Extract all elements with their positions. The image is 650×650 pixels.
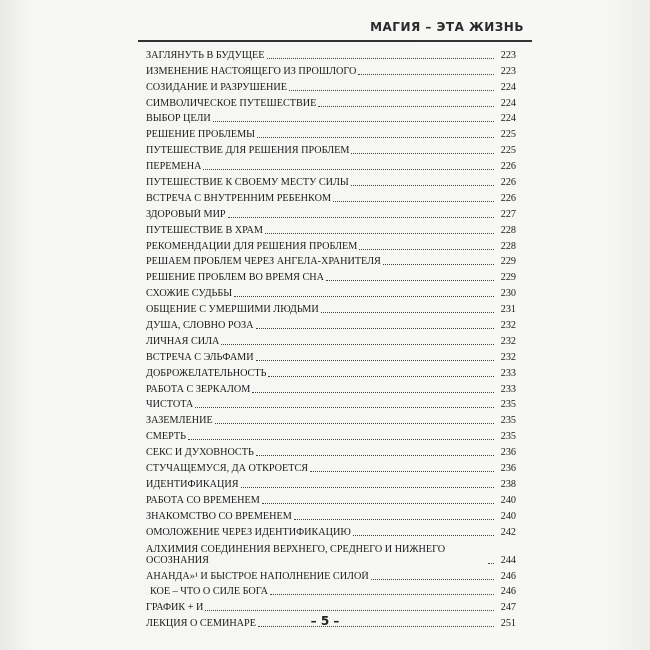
toc-entry [146,124,516,140]
toc-entry-page: 225 [500,129,516,141]
dot-leader [268,376,494,377]
toc-entry [146,331,516,347]
toc-entry-page: 232 [500,335,516,347]
toc-entry-page: 229 [500,256,516,268]
toc-entry-title: ВСТРЕЧА С ВНУТРЕННИМ РЕБЕНКОМ [146,192,331,204]
dot-leader [188,439,494,440]
dot-leader [262,503,494,504]
toc-entry-page: 226 [500,192,516,204]
toc-entry-page: 240 [500,510,516,522]
dot-leader [256,360,494,361]
dot-leader [383,264,494,265]
toc-entry [146,252,516,268]
dot-leader [333,201,494,202]
dot-leader [353,535,494,536]
toc-entry-title: СМЕРТЬ [146,431,186,443]
toc-entry [146,93,516,109]
dot-leader [205,610,494,611]
toc-entry [146,109,516,125]
toc-entry-page: 232 [500,351,516,363]
toc-entry-title: ПУТЕШЕСТВИЕ К СВОЕМУ МЕСТУ СИЛЫ [146,177,349,189]
toc-entry [146,566,516,582]
toc-entry-title: ИДЕНТИФИКАЦИЯ [146,478,239,490]
dot-leader [256,328,495,329]
toc-entry-page: 236 [500,463,516,475]
toc-entry [146,61,516,77]
toc-entry-page: 229 [500,272,516,284]
dot-leader [228,217,494,218]
toc-entry-title: АНАНДА»¹ И БЫСТРОЕ НАПОЛНЕНИЕ СИЛОЙ [146,570,369,582]
toc-entry [146,379,516,395]
dot-leader [318,106,494,107]
toc-entry-page: 247 [500,602,516,614]
toc-entry [146,458,516,474]
dot-leader [234,296,494,297]
toc-entry [146,410,516,426]
toc-entry-title: ЗАЗЕМЛЕНИЕ [146,415,213,427]
dot-leader [267,58,494,59]
dot-leader [195,407,494,408]
toc-entry-title: ОБЩЕНИЕ С УМЕРШИМИ ЛЮДЬМИ [146,304,319,316]
toc-entry [146,474,516,490]
toc-entry-title: СОЗИДАНИЕ И РАЗРУШЕНИЕ [146,81,287,93]
toc-entry-title: ЛИЧНАЯ СИЛА [146,335,220,347]
toc-entry-page: 223 [500,49,516,61]
toc-entry [146,363,516,379]
dot-leader [221,344,494,345]
toc-entry [146,442,516,458]
toc-entry-title: ДОБРОЖЕЛАТЕЛЬНОСТЬ [146,367,267,379]
toc-entry-title: РЕШАЕМ ПРОБЛЕМ ЧЕРЕЗ АНГЕЛА-ХРАНИТЕЛЯ [146,256,381,268]
toc-entry [146,538,516,566]
toc-entry-page: 226 [500,161,516,173]
toc-entry-page: 242 [500,526,516,538]
toc-entry-title: ЧИСТОТА [146,399,194,411]
dot-leader [310,471,494,472]
dot-leader [289,90,494,91]
toc-entry-page: 240 [500,494,516,506]
toc-entry [146,188,516,204]
toc-entry-page: 231 [500,304,516,316]
toc-entry-title: ЗДОРОВЫЙ МИР [146,208,226,220]
toc-entry-page: 232 [500,320,516,332]
dot-leader [358,74,494,75]
toc-entry [146,267,516,283]
toc-entry [146,506,516,522]
dot-leader [256,455,494,456]
toc-entry [146,156,516,172]
toc-entry-page: 238 [500,478,516,490]
toc-entry-page: 246 [500,586,516,598]
dot-leader [257,137,494,138]
dot-leader [351,153,494,154]
dot-leader [488,563,494,564]
toc-entry-title: ПЕРЕМЕНА [146,161,202,173]
toc-entry-page: 228 [500,224,516,236]
toc-entry-page: 228 [500,240,516,252]
toc-entry-page: 246 [500,570,516,582]
toc-entry [146,315,516,331]
toc-entry-page: 224 [500,81,516,93]
dot-leader [241,487,494,488]
toc-entry-title: ВСТРЕЧА С ЭЛЬФАМИ [146,351,254,363]
page-number: – 5 – [310,614,340,628]
dot-leader [270,594,494,595]
toc-entry-title: РАБОТА СО ВРЕМЕНЕМ [146,494,260,506]
toc-entry [146,395,516,411]
toc-entry-title: ЗНАКОМСТВО СО ВРЕМЕНЕМ [146,510,292,522]
toc-entry-title: ПУТЕШЕСТВИЕ В ХРАМ [146,224,263,236]
toc-entry-title: СИМВОЛИЧЕСКОЕ ПУТЕШЕСТВИЕ [146,97,317,109]
toc-entry-page: 223 [500,65,516,77]
toc-entry-page: 251 [500,618,516,630]
toc-entry [146,426,516,442]
toc-entry [146,490,516,506]
toc-entry [146,522,516,538]
dot-leader [294,519,494,520]
toc-entry [146,172,516,188]
toc-entry-page: 233 [500,367,516,379]
toc-entry [146,347,516,363]
toc-entry [146,582,516,598]
toc-entry [146,77,516,93]
toc-entry [146,140,516,156]
toc-entry-title: ГРАФИК + И [146,602,204,614]
toc-entry [146,299,516,315]
table-of-contents [146,45,516,629]
toc-entry-page: 224 [500,97,516,109]
toc-entry-title: ИЗМЕНЕНИЕ НАСТОЯЩЕГО ИЗ ПРОШЛОГО [146,65,357,77]
toc-entry-title: СТУЧАЩЕМУСЯ, ДА ОТКРОЕТСЯ [146,463,309,475]
dot-leader [215,423,494,424]
dot-leader [321,312,494,313]
header-rule [138,40,532,42]
toc-entry-page: 227 [500,208,516,220]
dot-leader [203,169,494,170]
toc-entry-page: 235 [500,415,516,427]
toc-entry-title: ЗАГЛЯНУТЬ В БУДУЩЕЕ [146,49,265,61]
toc-entry-title: ОМОЛОЖЕНИЕ ЧЕРЕЗ ИДЕНТИФИКАЦИЮ [146,526,351,538]
toc-entry-title: ДУША, СЛОВНО РОЗА [146,320,254,332]
dot-leader [326,280,494,281]
toc-entry [146,236,516,252]
toc-entry [146,45,516,61]
toc-entry-page: 226 [500,177,516,189]
toc-entry [146,220,516,236]
toc-entry-page: 244 [500,554,516,566]
toc-entry-page: 235 [500,399,516,411]
dot-leader [359,249,494,250]
toc-entry-title: ЛЕКЦИЯ О СЕМИНАРЕ [146,618,256,630]
toc-entry-title: СЕКС И ДУХОВНОСТЬ [146,447,254,459]
toc-entry [146,597,516,613]
toc-entry [146,204,516,220]
toc-entry-title: СХОЖИЕ СУДЬБЫ [146,288,233,300]
toc-entry-title: ПУТЕШЕСТВИЕ ДЛЯ РЕШЕНИЯ ПРОБЛЕМ [146,145,350,157]
toc-entry-title: РАБОТА С ЗЕРКАЛОМ [146,383,251,395]
running-header-title: МАГИЯ – ЭТА ЖИЗНЬ [370,20,524,34]
dot-leader [265,233,494,234]
running-header [138,14,532,42]
toc-entry-page: 236 [500,447,516,459]
toc-entry-page: 230 [500,288,516,300]
dot-leader [371,579,494,580]
toc-entry-title: КОЕ – ЧТО О СИЛЕ БОГА [150,586,268,598]
toc-entry-title: ВЫБОР ЦЕЛИ [146,113,211,125]
toc-entry-title: АЛХИМИЯ СОЕДИНЕНИЯ ВЕРХНЕГО, СРЕДНЕГО И НИЖНЕГО ОСОЗНАНИЯ [146,543,446,566]
dot-leader [351,185,494,186]
dot-leader [213,121,494,122]
toc-entry-title: РЕШЕНИЕ ПРОБЛЕМЫ [146,129,256,141]
toc-entry-page: 224 [500,113,516,125]
toc-entry [146,283,516,299]
toc-entry-page: 233 [500,383,516,395]
toc-entry-page: 225 [500,145,516,157]
toc-entry-title: РЕШЕНИЕ ПРОБЛЕМ ВО ВРЕМЯ СНА [146,272,325,284]
toc-entry-page: 235 [500,431,516,443]
dot-leader [252,392,494,393]
toc-entry-title: РЕКОМЕНДАЦИИ ДЛЯ РЕШЕНИЯ ПРОБЛЕМ [146,240,358,252]
